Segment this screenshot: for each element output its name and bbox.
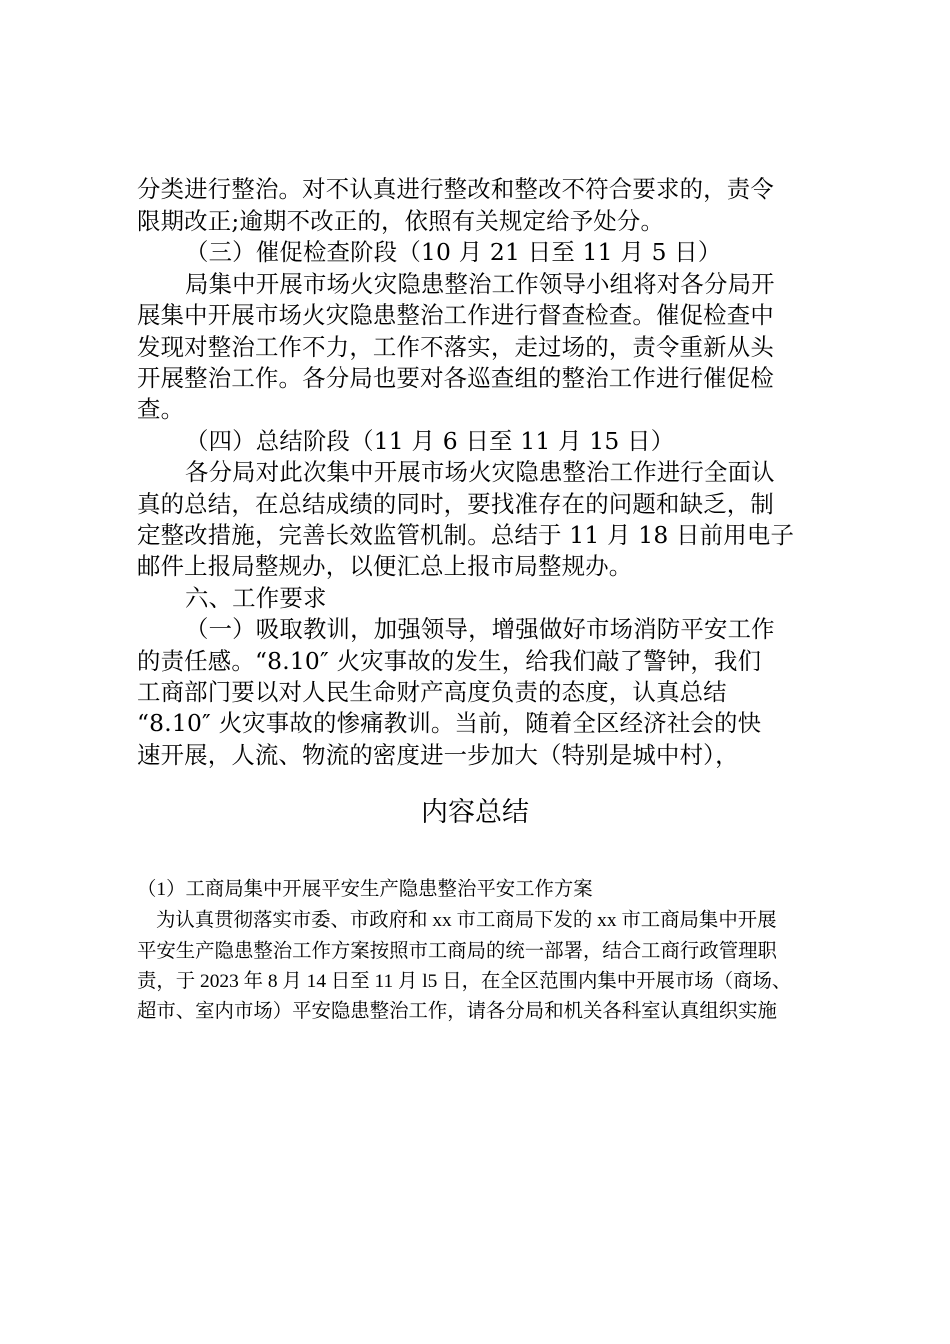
body-line: 工商部门要以对人民生命财产高度负责的态度，认真总结 (137, 678, 727, 706)
body-line: 各分局对此次集中开展市场火灾隐患整治工作进行全面认 (185, 458, 775, 486)
section-heading-4: （四）总结阶段（11 月 6 日至 11 月 15 日） (185, 427, 675, 455)
body-line: 开展整治工作。各分局也要对各巡查组的整治工作进行催促检 (137, 364, 774, 392)
body-line: 展集中开展市场火灾隐患整治工作进行督查检查。催促检查中 (137, 301, 774, 329)
section-heading-6: 六、工作要求 (185, 584, 327, 612)
body-line: 真的总结，在总结成绩的同时，要找准存在的问题和缺乏，制 (137, 490, 774, 518)
body-line: 限期改正;逾期不改正的，依照有关规定给予处分。 (137, 207, 665, 235)
summary-line: 责，于 2023 年 8 月 14 日至 11 月 l5 日，在全区范围内集中开展市场（商场、 (137, 971, 792, 992)
body-line: 局集中开展市场火灾隐患整治工作领导小组将对各分局开 (185, 270, 775, 298)
summary-line: 超市、室内市场）平安隐患整治工作，请各分局和机关各科室认真组织实施 (137, 1001, 777, 1022)
section-heading-3: （三）催促检查阶段（10 月 21 日至 11 月 5 日） (185, 238, 722, 266)
body-line: 分类进行整治。对不认真进行整改和整改不符合要求的，责令 (137, 175, 774, 203)
body-line: 定整改措施，完善长效监管机制。总结于 11 月 18 日前用电子 (137, 521, 795, 549)
body-line: 发现对整治工作不力，工作不落实，走过场的，责令重新从头 (137, 333, 774, 361)
body-line: 的责任感。“8.10″ 火灾事故的发生，给我们敲了警钟，我们 (137, 647, 762, 675)
body-line: 邮件上报局整规办，以便汇总上报市局整规办。 (137, 552, 633, 580)
summary-title: （1）工商局集中开展平安生产隐患整治平安工作方案 (137, 879, 593, 900)
summary-line: 为认真贯彻落实市委、市政府和 xx 市工商局下发的 xx 市工商局集中开展 (156, 910, 777, 931)
body-line: 查。 (137, 395, 185, 423)
summary-line: 平安生产隐患整治工作方案按照市工商局的统一部署，结合工商行政管理职 (137, 941, 777, 962)
body-line: （一）吸取教训，加强领导，增强做好市场消防平安工作 (185, 615, 775, 643)
summary-heading: 内容总结 (421, 797, 529, 828)
body-line: “8.10″ 火灾事故的惨痛教训。当前，随着全区经济社会的快 (137, 709, 762, 737)
body-line: 速开展，人流、物流的密度进一步加大（特别是城中村）， (137, 741, 739, 769)
